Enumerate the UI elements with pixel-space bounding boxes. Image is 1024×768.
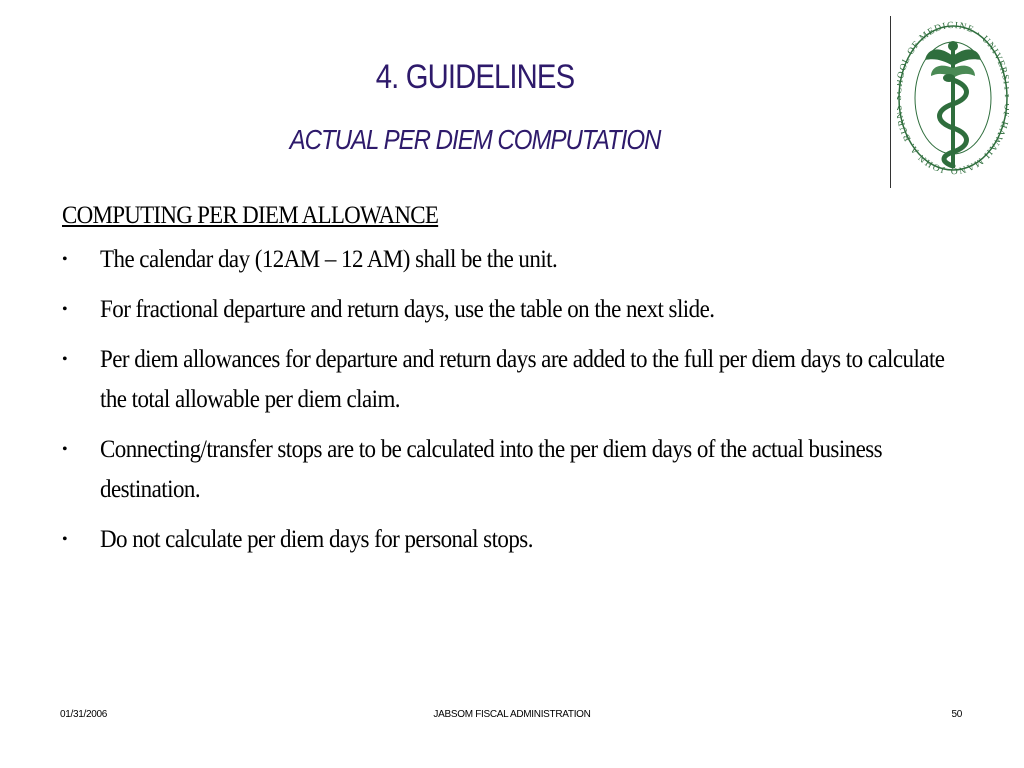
logo-ring-text: JOHN A. BUR OOL OF MEDICINE · UNIVER HAWAII MANO — [897, 20, 1009, 176]
bullet-list — [62, 240, 962, 560]
list-item — [62, 520, 962, 560]
section-heading: COMPUTING PER DIEM ALLOWANCE — [62, 202, 439, 229]
list-item-text: The calendar day (12AM – 12 AM) shall be the unit. — [100, 246, 558, 273]
list-item — [62, 290, 962, 330]
logo-divider — [890, 16, 891, 188]
list-item — [62, 240, 962, 280]
list-item-text: Per diem allowances for departure and return days are added to the full per diem days to calculate the total allowable per diem claim. — [100, 346, 945, 413]
page-number: 50 — [951, 709, 962, 720]
list-item — [62, 430, 962, 510]
bullet-icon: • — [62, 301, 68, 318]
jabsom-logo — [897, 16, 1009, 188]
list-item-text: For fractional departure and return days, use the table on the next slide. — [100, 296, 715, 323]
bullet-icon: • — [62, 351, 68, 368]
slide-title: 4. GUIDELINES — [375, 58, 575, 96]
slide-subtitle: ACTUAL PER DIEM COMPUTATION — [289, 124, 661, 155]
list-item-text: Connecting/transfer stops are to be calculated into the per diem days of the actual business destination. — [100, 436, 883, 503]
bullet-icon: • — [62, 251, 68, 268]
content-area — [62, 202, 962, 570]
footer-date: 01/31/2006 — [60, 709, 108, 720]
caduceus-icon — [897, 16, 1009, 188]
footer-org: JABSOM FISCAL ADMINISTRATION — [433, 709, 591, 720]
bullet-icon: • — [62, 441, 68, 458]
list-item-text: Do not calculate per diem days for personal stops. — [100, 526, 533, 553]
bullet-icon: • — [62, 531, 68, 548]
list-item — [62, 340, 962, 420]
